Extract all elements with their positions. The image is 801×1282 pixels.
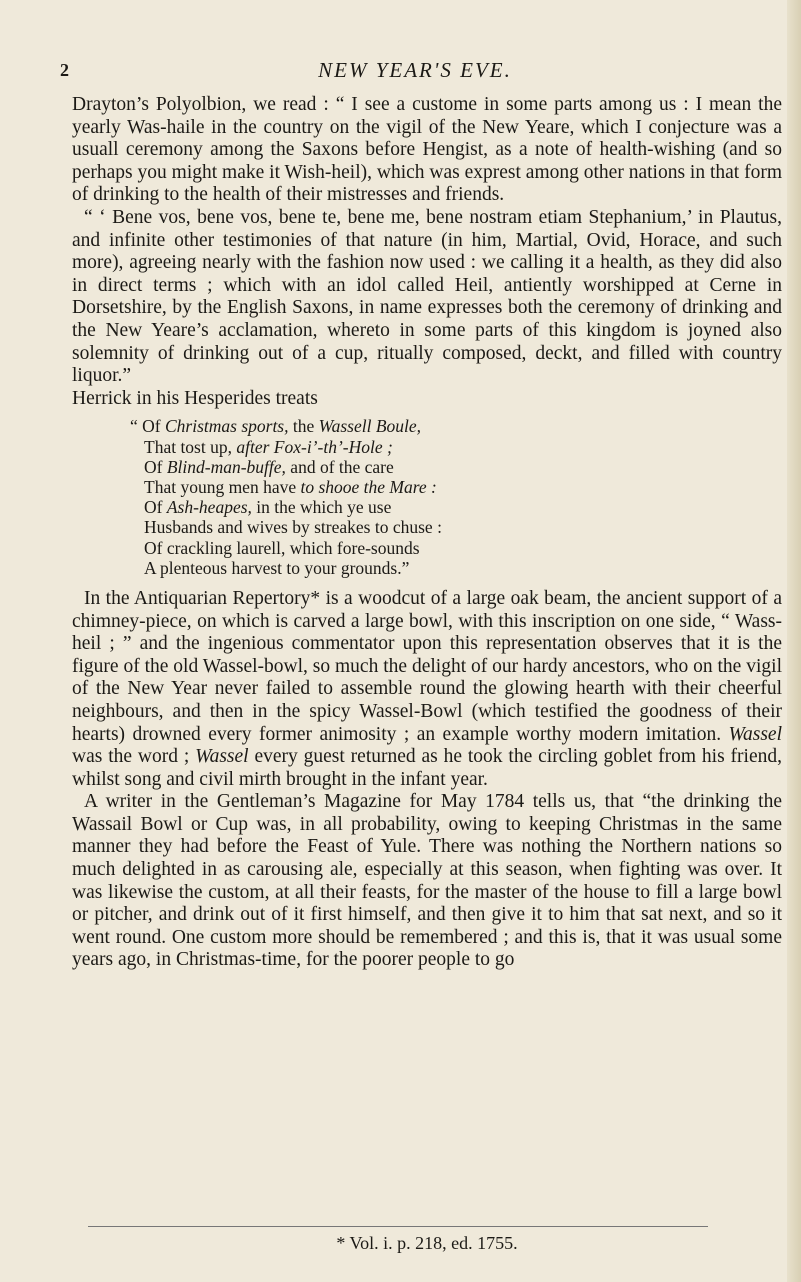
herrick-quote: [130, 416, 782, 578]
paragraph-drayton: Drayton’s Polyolbion, we read : “ I see a custome in some parts among us : I mean the yearly Was-haile in the country on the vigil of the New Yeare, which I conjecture was a usuall ceremony among the Saxons before Hengist, as a note of health-wishing (and so perhaps you might make it Wish-heil), which was exprest among other nations in that form of drinking to the health of their mistresses and friends.: [72, 94, 782, 206]
quote-line: Of Ash-heapes, in the which ye use: [144, 497, 392, 518]
footnote-rule: [88, 1226, 708, 1227]
body-text: [72, 94, 782, 972]
quote-line: That young men have to shooe the Mare :: [144, 476, 437, 497]
quote-line: A plenteous harvest to your grounds.”: [144, 557, 410, 578]
page-edge: [787, 0, 801, 1282]
paragraph-antiquarian: In the Antiquarian Repertory* is a woodcut of a large oak beam, the ancient support of a chimney-piece, on which is carved a large bowl, with this inscription on one side, “ Wass-heil ; ” and the ingenious commentator upon this representation observes that it is the figure of the old Wassel-bowl, so much the delight of our hardy ancestors, who on the vigil of the New Year never failed to assemble round the glowing hearth with their cheerful neighbours, and then in the spicy Wassel-Bowl (which testified the goodness of their hearts) drowned every former animosity ; an example worthy modern imitation. Wassel was the word ; Wassel every guest returned as he took the circling goblet from his friend, whilst song and civil mirth brought in the infant year.: [72, 587, 782, 790]
paragraph-gentlemans-magazine: A writer in the Gentleman’s Magazine for May 1784 tells us, that “the drinking the Wassail Bowl or Cup was, in all probability, owing to keeping Christmas in the same manner they had before the Feast of Yule. There was nothing the Northern nations so much delighted in as carousing ale, especially at this season, when fighting was over. It was likewise the custom, at all their feasts, for the master of the house to fill a large bowl or pitcher, and drink out of it first himself, and then give it to him that sat next, and so it went round. One custom more should be remembered ; and this is, that it was usual some years ago, in Christmas-time, for the poorer people to go: [72, 791, 782, 971]
paragraph-herrick: Herrick in his Hesperides treats: [72, 387, 318, 409]
page-header: [60, 58, 770, 88]
quote-line: That tost up, after Fox-i’-th’-Hole ;: [144, 436, 393, 457]
quote-line: Of crackling laurell, which fore-sounds: [144, 537, 420, 558]
quote-line: Of Blind-man-buffe, and of the care: [144, 456, 394, 477]
quote-line: “ Of Christmas sports, the Wassell Boule,: [130, 416, 422, 437]
paragraph-plautus: “ ‘ Bene vos, bene vos, bene te, bene me, bene nostram etiam Stephanium,’ in Plautus, and infinite other testimonies of that nature (in him, Martial, Ovid, Horace, and such more), agreeing nearly with the fashion now used : we calling it a health, as they did also in direct terms ; which with an idol called Heil, antiently worshipped at Cerne in Dorsetshire, by the English Saxons, in name expresses both the ceremony of drinking and the New Yeare’s acclamation, whereto in some parts of this kingdom is joyned also solemnity of drinking out of a cup, ritually composed, deckt, and filled with country liquor.”: [72, 206, 782, 387]
quote-line: Husbands and wives by streakes to chuse :: [144, 517, 442, 538]
footnote: * Vol. i. p. 218, ed. 1755.: [336, 1233, 518, 1253]
page-number: 2: [60, 60, 69, 80]
running-head: NEW YEAR'S EVE.: [318, 58, 512, 82]
